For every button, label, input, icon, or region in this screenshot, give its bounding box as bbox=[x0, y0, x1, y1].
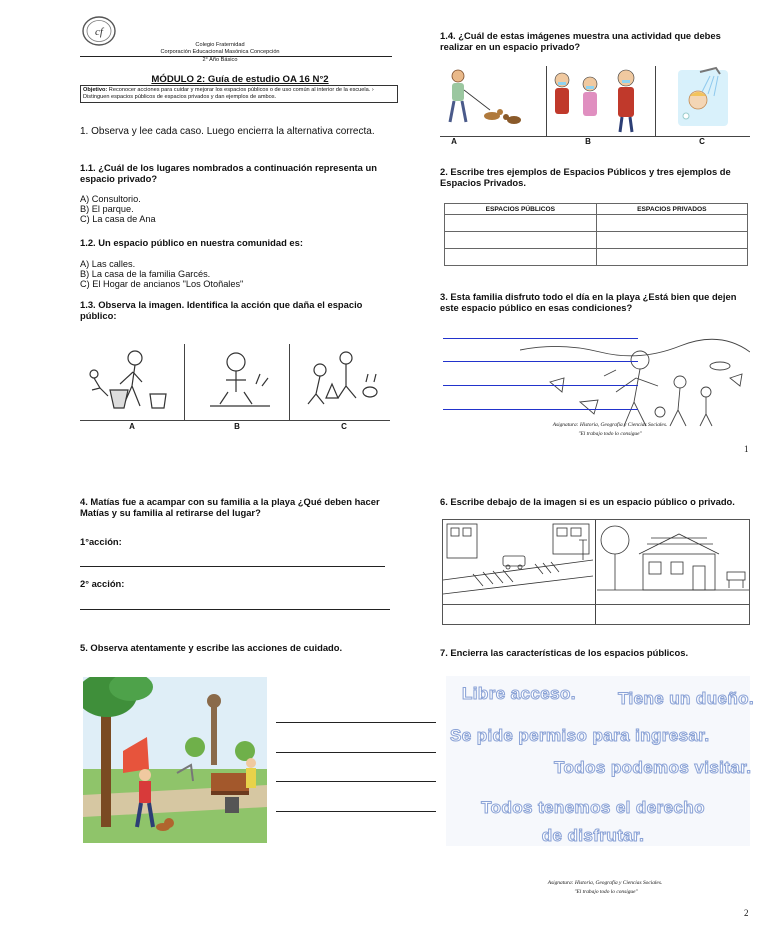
svg-text:cf: cf bbox=[95, 26, 103, 38]
intro-instruction: 1. Observa y lee cada caso. Luego encierra la alternativa correcta. bbox=[80, 126, 375, 137]
park-illustration bbox=[83, 677, 267, 843]
public-cell-3[interactable] bbox=[445, 249, 597, 266]
question-3: 3. Esta familia disfruto todo el día en la playa ¿Está bien que dejen este espacio público en esas condiciones? bbox=[440, 291, 737, 313]
family-masks-illustration bbox=[555, 70, 634, 132]
q13-label-b: B bbox=[234, 422, 240, 431]
objective-label: Objetivo: bbox=[83, 87, 108, 93]
q13-label-c: C bbox=[341, 422, 347, 431]
spaces-table bbox=[444, 203, 748, 266]
action-1-answer-line[interactable] bbox=[80, 566, 385, 567]
question-1-4: 1.4. ¿Cuál de estas imágenes muestra una actividad que debes realizar en un espacio privado? bbox=[440, 30, 721, 52]
q14-illustrations bbox=[440, 66, 750, 136]
footer-motto-page-1: "El trabajo todo lo consigue" bbox=[578, 431, 642, 437]
private-cell-2[interactable] bbox=[596, 232, 747, 249]
question-1-3: 1.3. Observa la imagen. Identifica la acción que daña el espacio público: bbox=[80, 299, 363, 321]
answer-line-1[interactable] bbox=[443, 338, 638, 339]
q11-option-c: C) La casa de Ana bbox=[80, 214, 156, 224]
q14-label-c: C bbox=[699, 137, 705, 146]
footer-motto-page-2: "El trabajo todo lo consigue" bbox=[574, 889, 638, 895]
house-illustration bbox=[597, 526, 749, 590]
action-2-label: 2° acción: bbox=[80, 578, 125, 589]
question-6: 6. Escribe debajo de la imagen si es un espacio público o privado. bbox=[440, 496, 735, 507]
footer-subject-page-1: Asignatura: Historia, Geografía y Ciencias Sociales. bbox=[552, 422, 668, 428]
q11-option-a: A) Consultorio. bbox=[80, 194, 141, 204]
question-1-1: 1.1. ¿Cuál de los lugares nombrados a continuación representa un espacio privado? bbox=[80, 162, 377, 184]
page-number-1: 1 bbox=[744, 444, 749, 454]
q6-image-box bbox=[442, 519, 750, 625]
action-2-answer-line[interactable] bbox=[80, 609, 390, 610]
private-cell-3[interactable] bbox=[596, 249, 747, 266]
characteristic-se-pide-permiso[interactable]: Se pide permiso para ingresar. bbox=[450, 726, 710, 745]
q13-label-a: A bbox=[129, 422, 135, 431]
q12-option-c: C) El Hogar de ancianos "Los Otoñales" bbox=[80, 279, 244, 289]
q14-image-strip bbox=[440, 66, 750, 146]
care-action-line-2[interactable] bbox=[276, 752, 436, 753]
dog-walk-illustration bbox=[450, 70, 521, 124]
answer-line-2[interactable] bbox=[443, 361, 638, 362]
corporation-name: Corporación Educacional Masónica Concepción bbox=[160, 49, 280, 55]
shower-illustration bbox=[678, 68, 728, 126]
school-name: Colegio Fraternidad bbox=[195, 42, 245, 48]
question-1-2: 1.2. Un espacio público en nuestra comunidad es: bbox=[80, 237, 303, 248]
question-2: 2. Escribe tres ejemplos de Espacios Públicos y tres ejemplos de Espacios Privados. bbox=[440, 166, 731, 188]
characteristic-todos-podemos-visitar[interactable]: Todos podemos visitar. bbox=[554, 758, 752, 777]
q14-label-b: B bbox=[585, 137, 591, 146]
objective-box bbox=[80, 85, 398, 103]
answer-line-3[interactable] bbox=[443, 385, 638, 386]
public-cell-1[interactable] bbox=[445, 215, 597, 232]
column-header-public: ESPACIOS PÚBLICOS bbox=[445, 204, 597, 215]
characteristic-derecho-disfrutar[interactable]: Todos tenemos el derecho de disfrutar. bbox=[481, 798, 705, 845]
question-7: 7. Encierra las características de los espacios públicos. bbox=[440, 647, 689, 658]
characteristic-tiene-dueno[interactable]: Tiene un dueño. bbox=[618, 689, 755, 708]
q13-image-strip bbox=[80, 344, 390, 431]
care-action-line-4[interactable] bbox=[276, 811, 436, 812]
q14-label-a: A bbox=[451, 137, 457, 146]
city-street-illustration bbox=[443, 524, 593, 594]
q12-option-b: B) La casa de la familia Garcés. bbox=[80, 269, 211, 279]
question-4: 4. Matías fue a acampar con su familia a la playa ¿Qué deben hacer Matías y su familia al retirarse del lugar? bbox=[80, 496, 380, 518]
action-1-label: 1°acción: bbox=[80, 536, 122, 547]
column-header-private: ESPACIOS PRIVADOS bbox=[596, 204, 747, 215]
q12-option-a: A) Las calles. bbox=[80, 259, 136, 269]
question-5: 5. Observa atentamente y escribe las acciones de cuidado. bbox=[80, 642, 343, 653]
page-number-2: 2 bbox=[744, 908, 749, 918]
q11-option-b: B) El parque. bbox=[80, 204, 134, 214]
private-cell-1[interactable] bbox=[596, 215, 747, 232]
answer-line-4[interactable] bbox=[443, 409, 638, 410]
care-action-line-3[interactable] bbox=[276, 781, 436, 782]
footer-subject-page-2: Asignatura: Historia, Geografía y Ciencias Sociales. bbox=[547, 880, 663, 886]
q13-illustrations bbox=[80, 344, 390, 420]
public-cell-2[interactable] bbox=[445, 232, 597, 249]
module-title: MÓDULO 2: Guía de estudio OA 16 N°2 bbox=[151, 74, 329, 85]
objective-text: Reconocer acciones para cuidar y mejorar los espacios públicos o de uso común al interior de la escuela. › Distinguen espacios públicos de espacios privados y dan ejemplos de ambos. bbox=[83, 87, 374, 100]
grade-label: 2° Año Básico bbox=[202, 57, 238, 63]
characteristic-libre-acceso[interactable]: Libre acceso. bbox=[462, 684, 576, 703]
school-logo-icon bbox=[82, 16, 116, 46]
care-action-line-1[interactable] bbox=[276, 722, 436, 723]
